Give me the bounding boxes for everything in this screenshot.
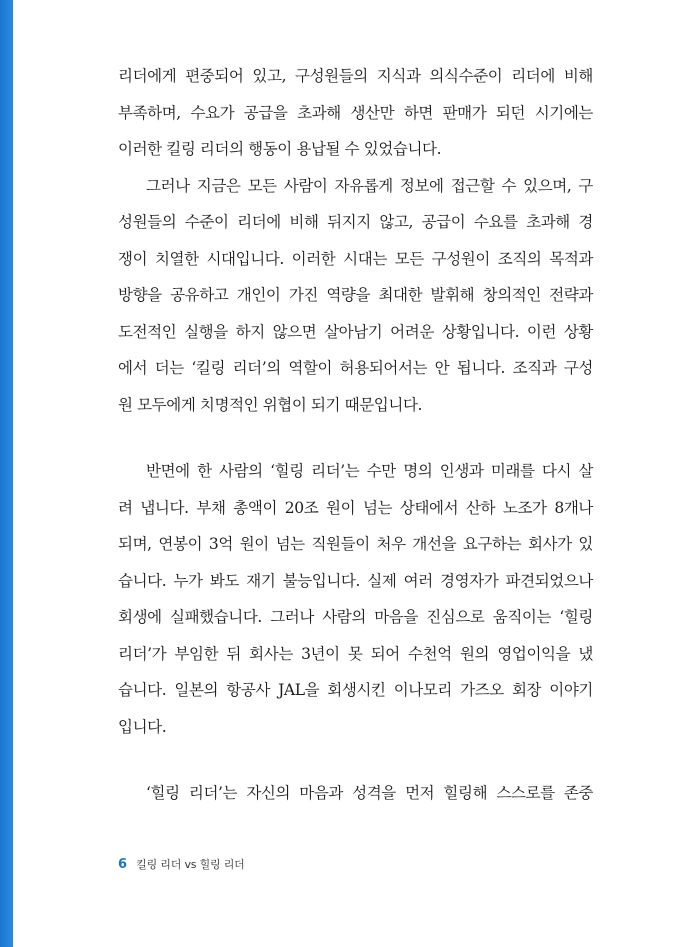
text-line: 방향을 공유하고 개인이 가진 역량을 최대한 발휘해 창의적인 전략과 (118, 286, 593, 304)
text-line: 회생에 실패했습니다. 그러나 사람의 마음을 진심으로 움직이는 ‘힐링 (118, 608, 593, 626)
text-line: 습니다. 일본의 항공사 JAL을 회생시킨 이나모리 가즈오 회장 이야기 (118, 681, 593, 699)
text-line: 려 냅니다. 부채 총액이 20조 원이 넘는 상태에서 산하 노조가 8개나 (118, 498, 593, 517)
page-number: 6 (118, 857, 127, 872)
text-line: 이러한 킬링 리더의 행동이 용납될 수 있었습니다. (118, 140, 442, 158)
paragraph-3 (118, 453, 593, 745)
paragraph-2 (118, 168, 593, 424)
text-line: 그러나 지금은 모든 사람이 자유롭게 정보에 접근할 수 있으며, 구 (146, 176, 593, 195)
paragraph-spacer (118, 423, 593, 453)
text-line: 입니다. (118, 717, 167, 736)
text-line: 에서 더는 ‘킬링 리더’의 역할이 허용되어서는 안 됩니다. 조직과 구성 (118, 359, 593, 377)
paragraph-4 (118, 775, 593, 812)
text-line: 습니다. 누가 봐도 재기 불능입니다. 실제 여러 경영자가 파견되었으나 (118, 571, 593, 590)
text-line: 리더에게 편중되어 있고, 구성원들의 지식과 의식수준이 리더에 비해 (118, 67, 593, 85)
text-line: 쟁이 치열한 시대입니다. 이러한 시대는 모든 구성원이 조직의 목적과 (118, 249, 593, 268)
paragraph-1 (118, 58, 593, 168)
text-line: 원 모두에게 치명적인 위협이 되기 때문입니다. (118, 395, 423, 414)
body-text (118, 58, 593, 812)
text-line: ‘힐링 리더’는 자신의 마음과 성격을 먼저 힐링해 스스로를 존중 (146, 784, 593, 802)
page-footer (118, 856, 245, 872)
text-line: 되며, 연봉이 3억 원이 넘는 직원들이 처우 개선을 요구하는 회사가 있 (118, 535, 593, 553)
text-line: 도전적인 실행을 하지 않으면 살아남기 어려운 상황입니다. 이런 상황 (118, 322, 593, 341)
text-line: 반면에 한 사람의 ‘힐링 리더’는 수만 명의 인생과 미래를 다시 살 (146, 462, 593, 480)
text-line: 리더’가 부임한 뒤 회사는 3년이 못 되어 수천억 원의 영업이익을 냈 (118, 644, 593, 663)
text-line: 부족하며, 수요가 공급을 초과해 생산만 하면 판매가 되던 시기에는 (118, 103, 593, 122)
left-accent-bar (0, 0, 13, 947)
text-line: 성원들의 수준이 리더에 비해 뒤지지 않고, 공급이 수요를 초과해 경 (118, 213, 593, 231)
paragraph-spacer (118, 745, 593, 775)
running-title: 킬링 리더 vs 힐링 리더 (136, 858, 245, 871)
